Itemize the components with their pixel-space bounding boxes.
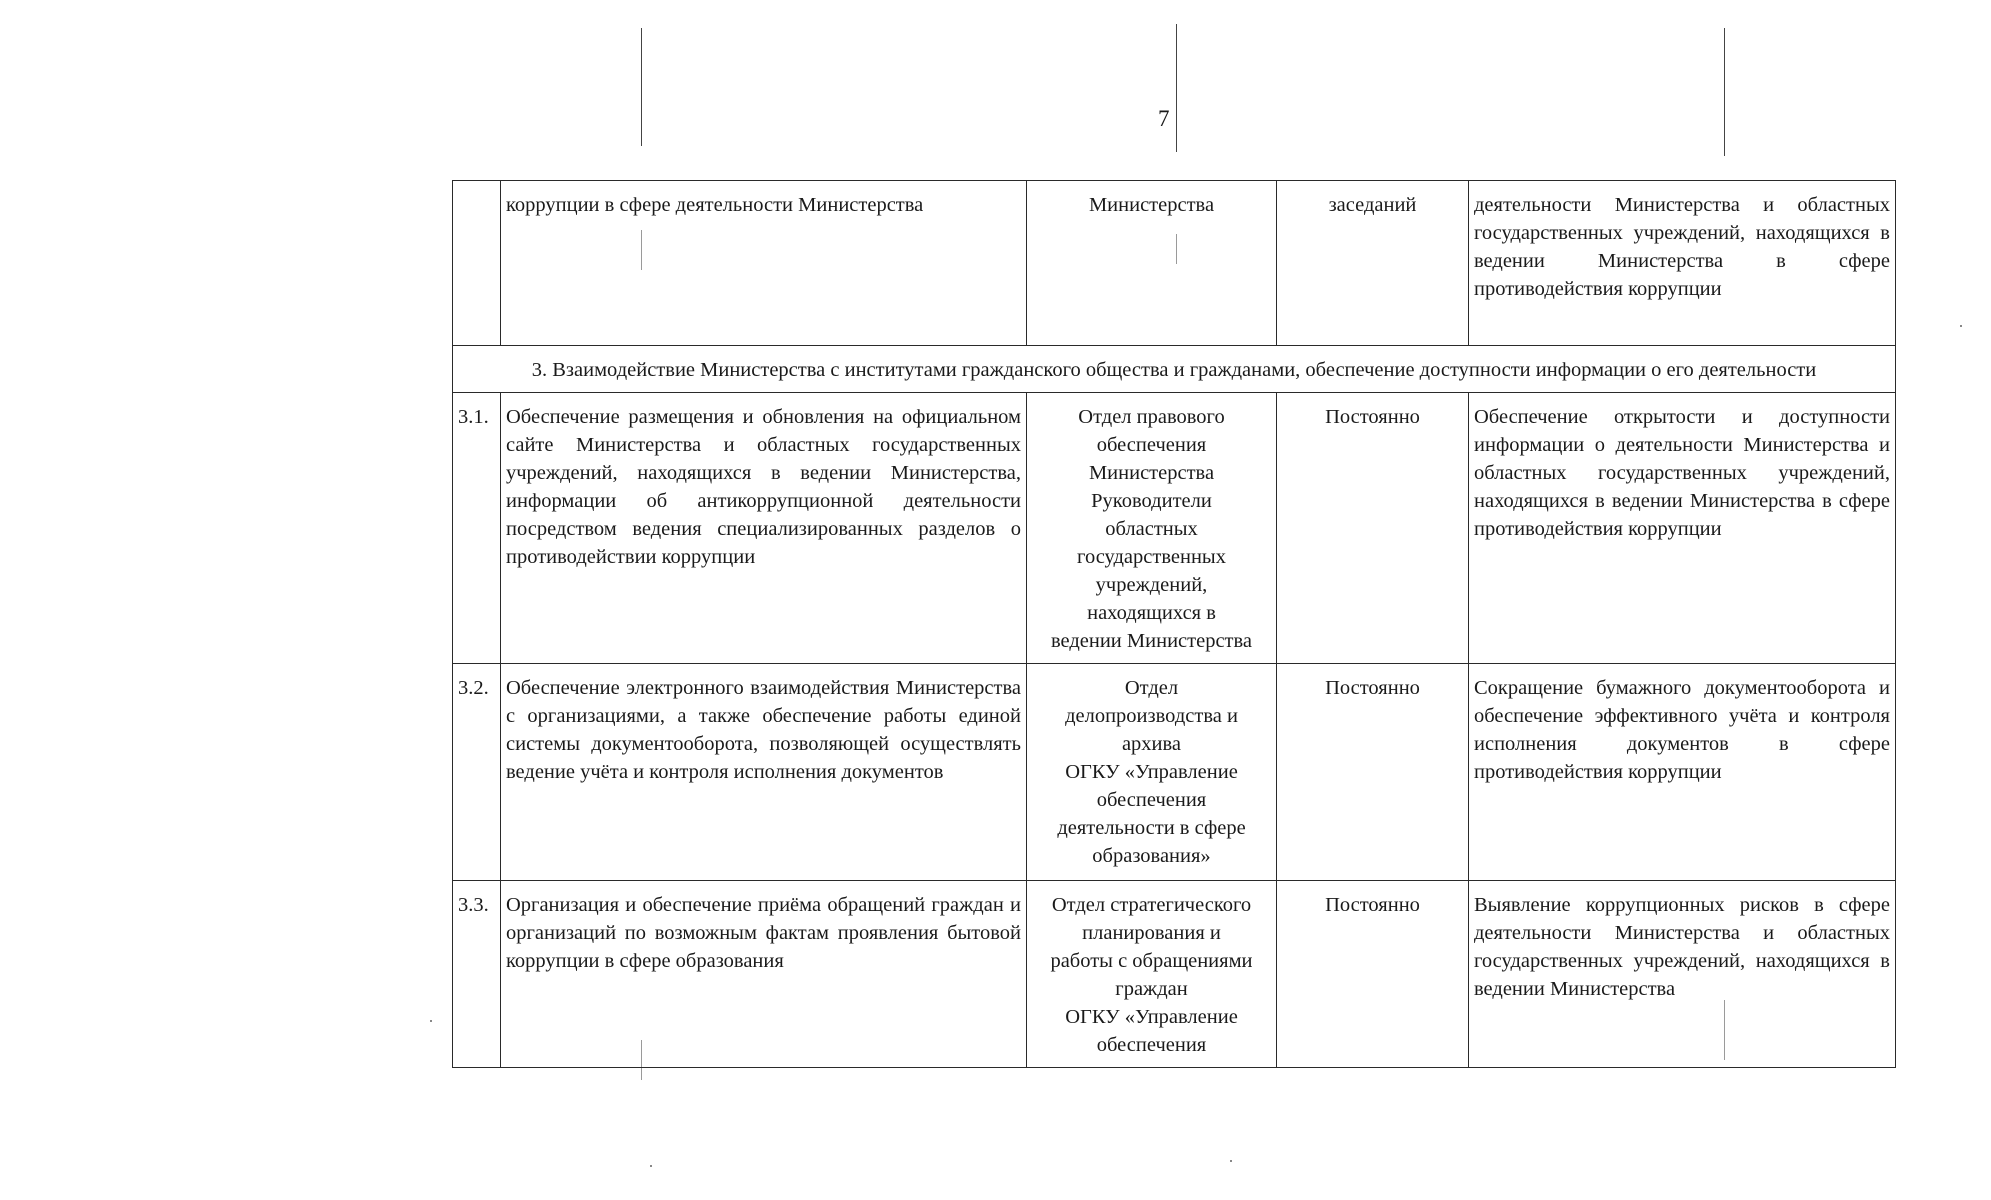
table-row (453, 393, 1896, 664)
cell-responsible: Министерства (1027, 181, 1277, 346)
cell-num: 3.1. (453, 393, 501, 664)
cell-term: Постоянно (1277, 881, 1469, 1068)
cell-result: Обеспечение открытости и доступности информации о деятельности Министерства и областных государственных учреждений, находящихся в ведении Министерства в сфере противодействия коррупции (1469, 393, 1896, 664)
cell-action: Обеспечение размещения и обновления на официальном сайте Министерства и областных государственных учреждений, находящихся в ведении Министерства, информации об антикоррупционной деятельности посредством ведения специализированных разделов о противодействии коррупции (501, 393, 1027, 664)
cell-num: 3.2. (453, 664, 501, 881)
table-row (453, 881, 1896, 1068)
table-row-continued (453, 181, 1896, 346)
table-row (453, 664, 1896, 881)
scan-artifact-line (641, 28, 642, 146)
action-plan-table (452, 180, 1896, 1068)
scan-speckle (430, 1020, 432, 1022)
cell-result: Выявление коррупционных рисков в сфере деятельности Министерства и областных государственных учреждений, находящихся в ведении Министерства (1469, 881, 1896, 1068)
cell-result: деятельности Министерства и областных государственных учреждений, находящихся в ведении Министерства в сфере противодействия коррупции (1469, 181, 1896, 346)
cell-term: заседаний (1277, 181, 1469, 346)
scan-speckle (650, 1165, 652, 1167)
section-heading-row (453, 346, 1896, 393)
cell-num: 3.3. (453, 881, 501, 1068)
section-heading: 3. Взаимодействие Министерства с институтами гражданского общества и гражданами, обеспечение доступности информации о его деятельности (453, 346, 1896, 393)
cell-action: Обеспечение электронного взаимодействия Министерства с организациями, а также обеспечение работы единой системы документооборота, позволяющей осуществлять ведение учёта и контроля исполнения документов (501, 664, 1027, 881)
cell-result: Сокращение бумажного документооборота и обеспечение эффективного учёта и контроля исполнения документов в сфере противодействия коррупции (1469, 664, 1896, 881)
cell-action: коррупции в сфере деятельности Министерства (501, 181, 1027, 346)
scan-speckle (1960, 325, 1962, 327)
cell-action: Организация и обеспечение приёма обращений граждан и организаций по возможным фактам проявления бытовой коррупции в сфере образования (501, 881, 1027, 1068)
scan-artifact-line (1724, 28, 1725, 156)
cell-term: Постоянно (1277, 664, 1469, 881)
cell-responsible: Отдел стратегического планирования и работы с обращениями граждан ОГКУ «Управление обеспечения (1027, 881, 1277, 1068)
cell-term: Постоянно (1277, 393, 1469, 664)
scan-artifact-line (1176, 24, 1177, 152)
scan-speckle (1230, 1160, 1232, 1162)
cell-responsible: Отдел делопроизводства и архива ОГКУ «Управление обеспечения деятельности в сфере образования» (1027, 664, 1277, 881)
page-number: 7 (1158, 106, 1170, 131)
cell-num (453, 181, 501, 346)
cell-responsible: Отдел правового обеспечения Министерства Руководители областных государственных учреждений, находящихся в ведении Министерства (1027, 393, 1277, 664)
